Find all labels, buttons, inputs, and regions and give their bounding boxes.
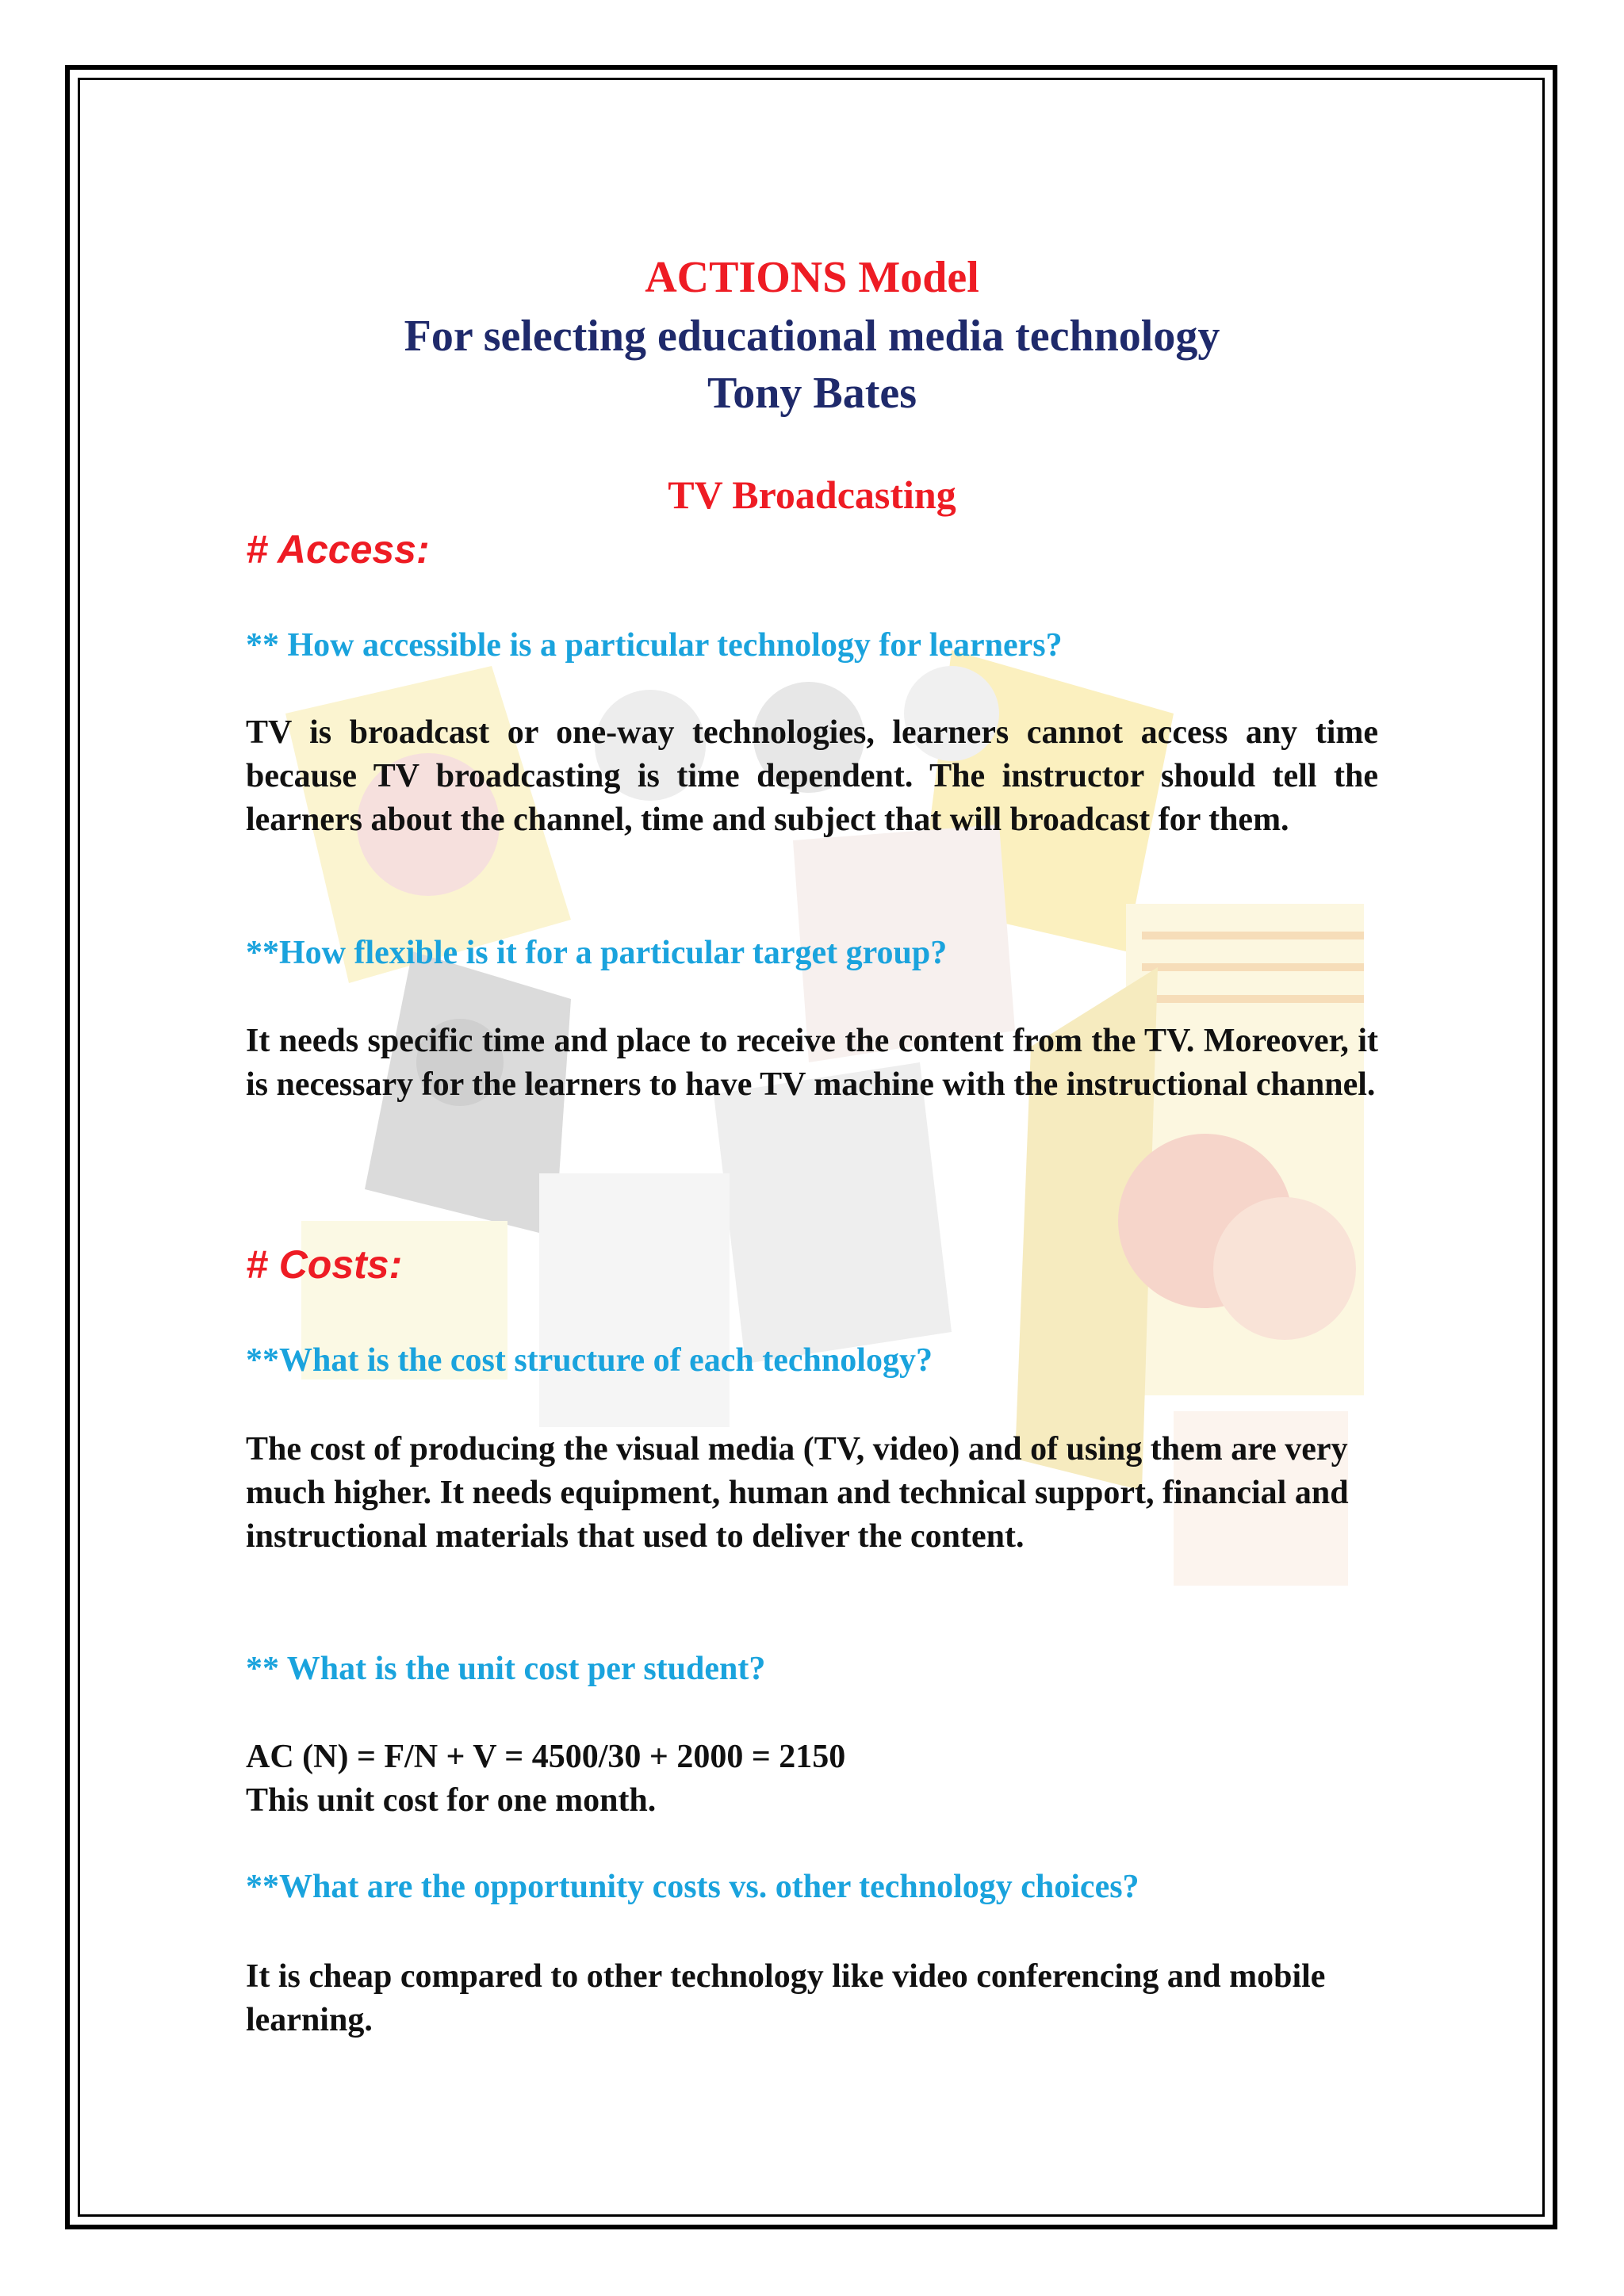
access-heading-text: # Access: [246,527,430,572]
page-subtitle: For selecting educational media technology [404,312,1220,361]
formula-note: This unit cost for one month. [246,1782,657,1819]
access-answer-1 [246,711,1378,842]
page-title: ACTIONS Model [645,253,979,302]
costs-answer-3 [246,1955,1378,2042]
access-question-1 [246,626,1378,664]
answer-text: It is cheap compared to other technology like video conferencing and mobile learning. [246,1958,1326,2038]
answer-text: TV is broadcast or one-way technologies, learners cannot access any time because TV broadcasting is time dependent. The instructor should tell the learners about the channel, time and subject that will broadcast for them. [246,714,1378,838]
costs-heading [246,1242,1378,1288]
question-text: ** What is the unit cost per student? [246,1651,766,1687]
unit-cost-formula [246,1735,1378,1823]
formula-text: AC (N) = F/N + V = 4500/30 + 2000 = 2150 [246,1739,846,1775]
access-question-2 [246,934,1378,972]
answer-text: It needs specific time and place to receive the content from the TV. Moreover, it is necessary for the learners to have TV machine with the instructional channel. [246,1023,1378,1103]
question-text: **What are the opportunity costs vs. other technology choices? [246,1869,1139,1905]
question-text: ** How accessible is a particular technology for learners? [246,627,1063,664]
costs-answer-1 [246,1428,1378,1559]
author-name: Tony Bates [707,369,917,418]
costs-heading-text: # Costs: [246,1242,403,1287]
costs-question-1 [246,1341,1378,1380]
access-answer-2 [246,1020,1378,1107]
answer-text: The cost of producing the visual media (TV, video) and of using them are very much higher. It needs equipment, human and technical support, financial and instructional materials that used to deliver the content. [246,1431,1349,1555]
question-text: **What is the cost structure of each technology? [246,1342,933,1379]
access-heading [246,526,1378,572]
question-text: **How flexible is it for a particular target group? [246,935,948,971]
costs-question-3 [246,1868,1378,1906]
topic-heading: TV Broadcasting [668,473,956,517]
costs-question-2 [246,1650,1378,1688]
